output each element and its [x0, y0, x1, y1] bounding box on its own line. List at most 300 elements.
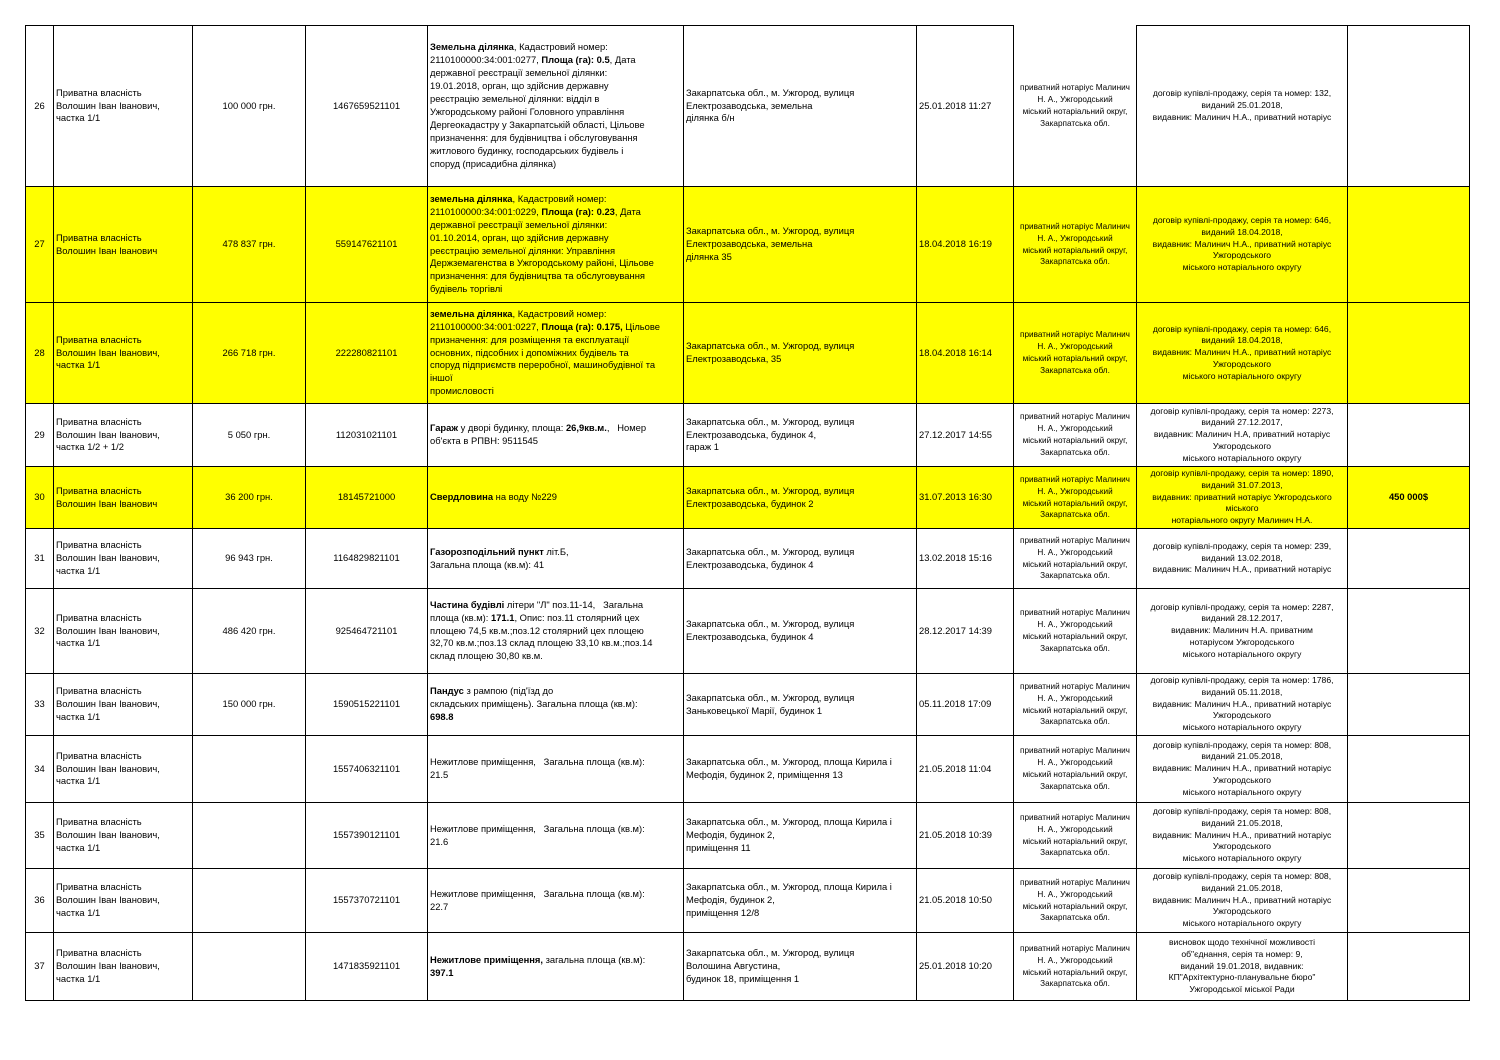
description-text: площею 74,5 кв.м.;поз.12 столярний цех площею	[430, 624, 644, 636]
address-line: ділянка б/н	[686, 112, 735, 124]
description-line	[430, 612, 681, 625]
notary-line: міський нотаріальний округ,	[1022, 967, 1128, 977]
extra-value-cell	[1348, 26, 1470, 187]
document-line: договір купівлі-продажу, серія та номер: 2273,	[1150, 405, 1334, 416]
document-line: виданий 21.05.2018,	[1201, 817, 1283, 828]
date-cell: 28.12.2017 14:39	[917, 589, 1014, 674]
notary-line: приватний нотаріус Малинич	[1020, 83, 1130, 93]
description-text: , Дата	[609, 54, 636, 66]
address-line: Закарпатська обл., м. Ужгород, вулиця	[686, 415, 855, 427]
row-number: 29	[26, 404, 54, 467]
description-text: Нежитлове приміщення, Загальна площа (кв.м):	[430, 822, 645, 834]
extra-value-cell	[1348, 187, 1470, 303]
notary-cell	[1014, 529, 1137, 589]
notary-line: міський нотаріальний округ,	[1022, 705, 1128, 715]
description-cell	[428, 589, 684, 674]
description-text: з рампою (під'їзд до	[463, 685, 554, 697]
price-cell: 478 837 грн.	[193, 187, 306, 303]
extra-value-cell	[1348, 674, 1470, 736]
document-line: міського нотаріального округу	[1182, 452, 1302, 463]
document-line: договір купівлі-продажу, серія та номер: 1890,	[1150, 468, 1334, 478]
document-line: виданий 13.02.2018,	[1201, 552, 1283, 563]
description-text: Цільове	[622, 320, 660, 332]
notary-cell	[1014, 674, 1137, 736]
description-line	[430, 769, 681, 782]
address-line: Електрозаводська, будинок 4,	[686, 428, 817, 440]
description-text: у дворі будинку, площа:	[458, 422, 566, 434]
document-line: договір купівлі-продажу, серія та номер: 808,	[1152, 806, 1332, 816]
description-text: житлового будинку, господарських будівель і	[430, 144, 624, 156]
document-line: договір купівлі-продажу, серія та номер: 646,	[1152, 323, 1332, 334]
notary-cell	[1014, 803, 1137, 869]
extra-value-cell: 450 000$	[1348, 467, 1470, 529]
description-text: на воду №229	[493, 491, 557, 503]
notary-cell	[1014, 187, 1137, 303]
owner-line: Приватна власність	[56, 881, 142, 893]
registration-number-cell: 1590515221101	[306, 674, 428, 736]
description-text: 19.01.2018, орган, що здійснив державну	[430, 80, 609, 92]
owner-cell	[54, 529, 193, 589]
description-text: площа (кв.м):	[430, 611, 491, 623]
registration-number-cell: 1557370721101	[306, 869, 428, 933]
document-cell	[1137, 26, 1348, 187]
notary-line: міський нотаріальний округ,	[1022, 770, 1128, 779]
row-number: 34	[26, 736, 54, 803]
document-line: об"єднання, серія та номер: 9,	[1181, 948, 1303, 959]
description-line	[430, 422, 681, 435]
description-text: державної реєстрації земельної ділянки:	[430, 218, 608, 230]
table-row	[26, 933, 1470, 1001]
document-line: Ужгородського	[1212, 841, 1272, 852]
description-text: призначення: для будівництва та обслуговування	[430, 270, 645, 282]
table-row	[26, 589, 1470, 674]
date-cell: 05.11.2018 17:09	[917, 674, 1014, 736]
description-text: Загальна площа (кв.м): 41	[430, 558, 545, 570]
description-line	[430, 334, 681, 347]
table-row	[26, 674, 1470, 736]
document-line: договір купівлі-продажу, серія та номер: 2287,	[1150, 601, 1334, 612]
document-line: договір купівлі-продажу, серія та номер: 239,	[1152, 540, 1332, 551]
document-line: виданий 28.12.2017,	[1201, 613, 1283, 624]
document-line: міського нотаріального округу	[1182, 853, 1302, 864]
registration-number-cell: 925464721101	[306, 589, 428, 674]
description-text: , Кадастровий номер:	[513, 41, 608, 53]
document-cell	[1137, 467, 1348, 529]
address-cell	[684, 404, 917, 467]
description-line	[430, 158, 681, 171]
address-cell	[684, 736, 917, 803]
description-bold-text: Свердловина	[430, 491, 494, 503]
description-bold-text: 171.1	[490, 611, 515, 623]
extra-value-cell	[1348, 933, 1470, 1001]
notary-line: Н. А., Ужгородський	[1037, 547, 1113, 557]
description-bold-text: Пандус	[430, 685, 464, 697]
description-cell	[428, 933, 684, 1001]
description-line	[430, 232, 681, 245]
document-line: виданий 19.01.2018, видавник:	[1180, 960, 1304, 971]
document-line: видавник: Малинич Н.А. приватним	[1171, 625, 1313, 636]
document-line: видавник: Малинич Н.А, приватний нотаріус	[1153, 429, 1331, 440]
extra-value-cell	[1348, 589, 1470, 674]
description-line	[430, 132, 681, 145]
address-line: Закарпатська обл., м. Ужгород, площа Кирила і	[686, 816, 892, 828]
address-line: Електрозаводська, земельна	[686, 238, 813, 250]
document-cell	[1137, 589, 1348, 674]
description-text: літери "Л" поз.11-14, Загальна	[504, 598, 644, 610]
description-text: державної реєстрації земельної ділянки:	[430, 67, 608, 79]
document-line: міського нотаріального округу	[1182, 786, 1302, 797]
owner-line: Приватна власність	[56, 231, 142, 243]
description-text: 01.10.2014, орган, що здійснив державну	[430, 231, 609, 243]
description-cell	[428, 187, 684, 303]
document-line: виданий 31.07.2013,	[1201, 479, 1283, 490]
notary-line: приватний нотаріус Малинич	[1020, 535, 1130, 545]
description-line	[430, 206, 681, 219]
description-line	[430, 80, 681, 93]
description-line	[430, 385, 681, 398]
owner-line: Приватна власність	[56, 415, 142, 427]
price-cell	[193, 933, 306, 1001]
notary-line: Н. А., Ужгородський	[1037, 955, 1113, 965]
address-line: Мефодія, будинок 2, приміщення 13	[686, 769, 843, 780]
description-text: призначення: для розміщення та експлуатації	[430, 333, 630, 345]
document-cell	[1137, 674, 1348, 736]
owner-cell	[54, 467, 193, 529]
notary-line: міський нотаріальний округ,	[1022, 245, 1128, 255]
description-line	[430, 888, 681, 901]
description-line	[430, 823, 681, 836]
description-text: 21.5	[430, 769, 449, 780]
registration-number-cell: 112031021101	[306, 404, 428, 467]
description-bold-text: Газорозподільний пункт	[430, 545, 544, 557]
table-row	[26, 869, 1470, 933]
owner-line: Волошин Іван Іванович,	[56, 428, 160, 440]
owner-line: Приватна власність	[56, 947, 142, 959]
owner-line: Волошин Іван Іванович	[56, 497, 158, 509]
description-line	[430, 637, 681, 650]
extra-value-cell	[1348, 869, 1470, 933]
description-text: 21.6	[430, 835, 449, 847]
owner-cell	[54, 803, 193, 869]
description-text: Нежитлове приміщення, Загальна площа (кв.м):	[430, 756, 645, 768]
description-cell	[428, 803, 684, 869]
document-line: видавник: Малинич Н.А., приватний нотаріус	[1152, 829, 1332, 840]
address-cell	[684, 467, 917, 529]
notary-line: Закарпатська обл.	[1040, 643, 1110, 653]
description-line	[430, 967, 681, 980]
address-line: Електрозаводська, земельна	[686, 99, 813, 111]
notary-line: Закарпатська обл.	[1040, 913, 1110, 923]
owner-cell	[54, 589, 193, 674]
table-row	[26, 26, 1470, 187]
notary-line: Закарпатська обл.	[1040, 118, 1110, 128]
description-text: Дергеокадастру у Закарпатській області, Цільове	[430, 118, 645, 130]
document-line: Ужгородського	[1212, 710, 1272, 721]
document-line: договір купівлі-продажу, серія та номер: 646,	[1152, 215, 1332, 225]
document-cell	[1137, 869, 1348, 933]
date-cell: 27.12.2017 14:55	[917, 404, 1014, 467]
description-line	[430, 106, 681, 119]
document-line: Ужгородської міської Ради	[1189, 984, 1295, 995]
notary-cell	[1014, 589, 1137, 674]
address-line: Закарпатська обл., м. Ужгород, вулиця	[686, 86, 855, 98]
description-bold-text: Гараж	[430, 422, 458, 434]
notary-line: міський нотаріальний округ,	[1022, 632, 1128, 641]
owner-line: Волошин Іван Іванович,	[56, 624, 160, 636]
notary-line: Н. А., Ужгородський	[1037, 758, 1113, 768]
notary-line: приватний нотаріус Малинич	[1020, 681, 1130, 691]
table-row	[26, 736, 1470, 803]
owner-line: частка 1/1	[56, 564, 101, 576]
description-bold-text: Частина будівлі	[430, 598, 505, 610]
address-cell	[684, 869, 917, 933]
description-text: Держземагенства в Ужгородському районі, Цільове	[430, 257, 654, 269]
description-text: , Кадастровий номер:	[512, 307, 607, 319]
description-cell	[428, 869, 684, 933]
notary-cell	[1014, 736, 1137, 803]
document-cell	[1137, 404, 1348, 467]
document-line: Ужгородського	[1212, 358, 1272, 369]
document-cell	[1137, 933, 1348, 1001]
owner-cell	[54, 933, 193, 1001]
document-line: висновок щодо технічної можливості	[1168, 937, 1316, 947]
owner-line: частка 1/2 + 1/2	[56, 441, 124, 453]
notary-line: Н. А., Ужгородський	[1037, 889, 1113, 899]
description-text: , Номер	[606, 422, 647, 434]
notary-line: приватний нотаріус Малинич	[1020, 608, 1130, 618]
address-cell	[684, 674, 917, 736]
document-line: видавник: Малинич Н.А., приватний нотаріус	[1152, 111, 1332, 122]
table-row	[26, 187, 1470, 303]
address-line: Мефодія, будинок 2,	[686, 829, 775, 841]
owner-line: Приватна власність	[56, 685, 142, 697]
document-line: виданий 05.11.2018,	[1201, 686, 1283, 697]
description-cell	[428, 404, 684, 467]
description-line	[430, 698, 681, 711]
document-line: договір купівлі-продажу, серія та номер: 132,	[1152, 88, 1332, 99]
document-line: виданий 27.12.2017,	[1201, 417, 1283, 428]
document-line: видавник: Малинич Н.А., приватний нотаріус	[1152, 698, 1332, 709]
row-number: 33	[26, 674, 54, 736]
document-line: міського	[1225, 503, 1259, 514]
description-line	[430, 119, 681, 132]
owner-line: частка 1/1	[56, 775, 101, 787]
notary-line: Н. А., Ужгородський	[1037, 424, 1113, 434]
owner-line: Волошин Іван Іванович,	[56, 829, 160, 841]
description-line	[430, 599, 681, 612]
owner-cell	[54, 869, 193, 933]
table-row	[26, 529, 1470, 589]
description-text: призначення: для будівництва і обслуговування	[430, 131, 638, 143]
document-cell	[1137, 187, 1348, 303]
description-text: 2110100000:34:001:0229,	[430, 205, 542, 217]
document-line: міського нотаріального округу	[1182, 722, 1302, 733]
document-line: договір купівлі-продажу, серія та номер: 1786,	[1150, 675, 1334, 685]
document-line: виданий 21.05.2018,	[1201, 751, 1283, 762]
address-cell	[684, 529, 917, 589]
owner-line: частка 1/1	[56, 906, 101, 918]
date-cell: 18.04.2018 16:19	[917, 187, 1014, 303]
description-line	[430, 41, 681, 54]
description-text: реєстрацію земельної ділянки: відділ в	[430, 93, 600, 105]
description-line	[430, 372, 681, 385]
description-text: , Опис: поз.11 столярний цех	[514, 611, 640, 623]
document-cell	[1137, 529, 1348, 589]
address-line: Закарпатська обл., м. Ужгород, вулиця	[686, 618, 855, 630]
document-line: виданий 18.04.2018,	[1201, 226, 1283, 237]
registration-number-cell: 18145721000	[306, 467, 428, 529]
description-text: 22.7	[430, 900, 449, 912]
notary-line: міський нотаріальний округ,	[1022, 901, 1128, 911]
address-line: Закарпатська обл., м. Ужгород, площа Кирила і	[686, 881, 892, 893]
address-line: Електрозаводська, будинок 4	[686, 631, 814, 642]
notary-cell	[1014, 303, 1137, 404]
address-line: ділянка 35	[686, 250, 732, 262]
description-text: 2110100000:34:001:0227,	[430, 320, 542, 332]
description-line	[430, 650, 681, 663]
date-cell: 25.01.2018 10:20	[917, 933, 1014, 1001]
registry-body	[26, 26, 1470, 1001]
document-line: КП"Архітектурно-планувальне бюро"	[1168, 972, 1316, 983]
address-cell	[684, 933, 917, 1001]
document-line: міського нотаріального округу	[1182, 918, 1302, 929]
notary-line: міський нотаріальний округ,	[1022, 354, 1128, 363]
date-cell: 21.05.2018 10:50	[917, 869, 1014, 933]
description-line	[430, 711, 681, 724]
notary-line: Н. А., Ужгородський	[1037, 94, 1113, 104]
document-cell	[1137, 803, 1348, 869]
description-line	[430, 219, 681, 232]
table-row	[26, 404, 1470, 467]
address-line: гараж 1	[686, 441, 719, 453]
date-cell: 21.05.2018 11:04	[917, 736, 1014, 803]
owner-cell	[54, 303, 193, 404]
description-bold-text: Площа (га): 0.23	[541, 205, 615, 217]
owner-line: Волошин Іван Іванович,	[56, 552, 160, 564]
notary-line: приватний нотаріус Малинич	[1020, 330, 1130, 340]
description-bold-text: земельна ділянка	[430, 192, 513, 204]
description-text: загальна площа (кв.м):	[545, 953, 646, 965]
address-line: Електрозаводська, будинок 2	[686, 497, 814, 509]
owner-cell	[54, 187, 193, 303]
description-line	[430, 954, 681, 967]
description-text: споруд (присадибна ділянка)	[430, 157, 557, 169]
date-cell: 25.01.2018 11:27	[917, 26, 1014, 187]
registration-number-cell: 1557406321101	[306, 736, 428, 803]
owner-line: Приватна власність	[56, 86, 142, 98]
description-bold-text: Площа (га): 0.5	[541, 54, 610, 66]
description-line	[430, 93, 681, 106]
owner-line: Волошин Іван Іванович,	[56, 960, 160, 972]
document-line: видавник: Малинич Н.А., приватний нотаріус	[1152, 238, 1332, 249]
price-cell: 5 050 грн.	[193, 404, 306, 467]
owner-cell	[54, 674, 193, 736]
owner-line: Приватна власність	[56, 333, 142, 345]
price-cell: 486 420 грн.	[193, 589, 306, 674]
notary-cell	[1014, 26, 1137, 187]
description-bold-text: 698.8	[430, 710, 454, 722]
document-line: видавник: Малинич Н.А., приватний нотаріус	[1152, 763, 1332, 774]
owner-line: частка 1/1	[56, 112, 101, 124]
notary-line: приватний нотаріус Малинич	[1020, 412, 1130, 422]
description-line	[430, 347, 681, 360]
price-cell	[193, 736, 306, 803]
description-line	[430, 257, 681, 270]
address-line: Електрозаводська, будинок 4	[686, 558, 814, 570]
notary-line: міський нотаріальний округ,	[1022, 498, 1128, 508]
description-line	[430, 756, 681, 769]
row-number: 28	[26, 303, 54, 404]
description-text: промисловості	[430, 385, 494, 397]
owner-line: Приватна власність	[56, 539, 142, 551]
description-text: об'єкта в РПВН: 9511545	[430, 435, 538, 446]
table-row	[26, 467, 1470, 529]
owner-line: Приватна власність	[56, 816, 142, 828]
address-line: приміщення 12/8	[686, 906, 760, 918]
address-line: Закарпатська обл., м. Ужгород, вулиця	[686, 484, 855, 496]
notary-line: міський нотаріальний округ,	[1022, 836, 1128, 846]
notary-line: Закарпатська обл.	[1040, 979, 1110, 989]
owner-line: Волошин Іван Іванович,	[56, 698, 160, 710]
notary-line: Н. А., Ужгородський	[1037, 342, 1113, 352]
description-text: Ужгородському районі Головного управління	[430, 106, 625, 117]
date-cell: 18.04.2018 16:14	[917, 303, 1014, 404]
description-text: складських приміщень). Загальна площа (кв.м):	[430, 698, 638, 710]
price-cell: 266 718 грн.	[193, 303, 306, 404]
description-cell	[428, 303, 684, 404]
document-line: нотаріального округу Малинич Н.А.	[1171, 515, 1313, 526]
extra-value-cell	[1348, 529, 1470, 589]
notary-line: Закарпатська обл.	[1040, 257, 1110, 267]
description-line	[430, 67, 681, 80]
owner-line: Волошин Іван Іванович,	[56, 894, 160, 906]
notary-cell	[1014, 404, 1137, 467]
owner-line: Волошин Іван Іванович,	[56, 346, 160, 358]
document-line: договір купівлі-продажу, серія та номер: 808,	[1152, 871, 1332, 881]
notary-line: приватний нотаріус Малинич	[1020, 943, 1130, 953]
registration-number-cell: 1557390121101	[306, 803, 428, 869]
owner-line: Приватна власність	[56, 611, 142, 623]
description-text: Нежитлове приміщення, Загальна площа (кв.м):	[430, 887, 645, 899]
registration-number-cell: 1471835921101	[306, 933, 428, 1001]
description-line	[430, 685, 681, 698]
address-line: Закарпатська обл., м. Ужгород, вулиця	[686, 545, 855, 557]
owner-cell	[54, 404, 193, 467]
notary-line: Н. А., Ужгородський	[1037, 693, 1113, 703]
description-line	[430, 359, 681, 372]
registration-number-cell: 559147621101	[306, 187, 428, 303]
notary-line: Закарпатська обл.	[1040, 447, 1110, 457]
description-cell	[428, 26, 684, 187]
owner-line: частка 1/1	[56, 710, 101, 722]
address-line: приміщення 11	[686, 841, 751, 853]
description-line	[430, 245, 681, 258]
notary-cell	[1014, 869, 1137, 933]
description-bold-text: Земельна ділянка	[430, 41, 514, 53]
notary-line: Н. А., Ужгородський	[1037, 486, 1113, 496]
notary-line: приватний нотаріус Малинич	[1020, 746, 1130, 756]
description-line	[430, 54, 681, 67]
document-line: Ужгородського	[1212, 440, 1272, 451]
price-cell: 100 000 грн.	[193, 26, 306, 187]
description-bold-text: 26,9кв.м.	[565, 422, 607, 434]
description-cell	[428, 736, 684, 803]
document-line: міського нотаріального округу	[1182, 262, 1302, 273]
document-line: нотаріусом Ужгородського	[1189, 636, 1295, 647]
notary-line: міський нотаріальний округ,	[1022, 436, 1128, 445]
description-text: літ.Б,	[543, 545, 569, 557]
owner-line: Волошин Іван Іванович,	[56, 762, 160, 774]
